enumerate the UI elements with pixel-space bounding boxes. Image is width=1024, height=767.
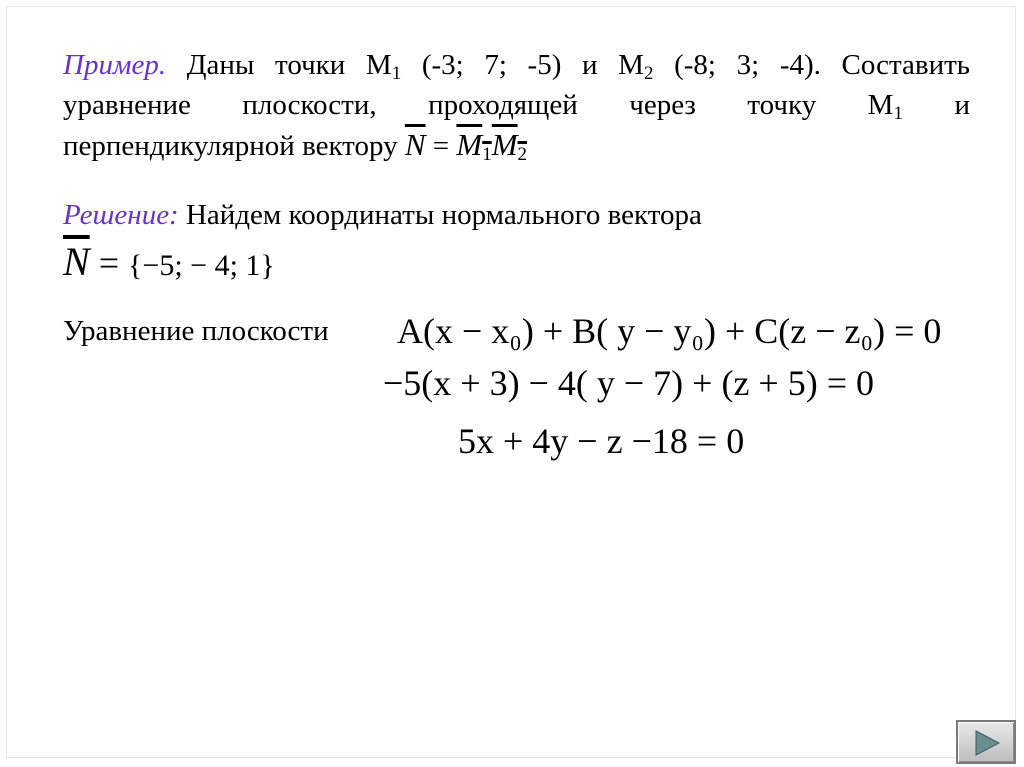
solution-label: Решение: bbox=[63, 199, 179, 231]
problem-line-1 bbox=[63, 46, 970, 84]
result-equation: 5x + 4y − z −18 = 0 bbox=[458, 421, 745, 461]
vector-m2-subscript: 2 bbox=[517, 144, 528, 165]
next-slide-button[interactable] bbox=[956, 720, 1016, 764]
m1-subscript: 1 bbox=[391, 63, 402, 84]
normal-vector-n: $\overline{N}$ bbox=[63, 239, 90, 284]
normal-vector-value: {−5; − 4; 1} bbox=[128, 249, 275, 282]
plane-label: Уравнение плоскости bbox=[63, 315, 329, 347]
problem-line-3-text: перпендикулярной вектору bbox=[63, 130, 405, 162]
problem-line-2-text: уравнение плоскости, проходящей через точку М bbox=[63, 89, 894, 121]
normal-vector-equation bbox=[63, 238, 275, 285]
solution-line bbox=[63, 196, 970, 234]
vector-n: $\overline{N}$ bbox=[404, 127, 426, 162]
m2-coords: (-8; 3; -4). Составить bbox=[653, 49, 970, 81]
vector-m2-letter: M bbox=[491, 127, 518, 162]
problem-line-2 bbox=[63, 86, 970, 124]
normal-vector-equals: = bbox=[89, 243, 128, 283]
line2-subscript: 1 bbox=[893, 103, 903, 124]
problem-line-2-end: и bbox=[902, 89, 970, 121]
equals-sign: = bbox=[425, 130, 457, 162]
problem-line-3 bbox=[63, 126, 970, 165]
vector-m1-subscript: 1 bbox=[482, 144, 492, 165]
vector-m1-letter: M bbox=[456, 127, 483, 162]
solution-text: Найдем координаты нормального вектора bbox=[178, 199, 702, 231]
m1-coords: (-3; 7; -5) и М bbox=[401, 49, 644, 81]
vector-m1m2 bbox=[456, 127, 528, 165]
substituted-formula: −5(x + 3) − 4( y − 7) + (z + 5) = 0 bbox=[383, 363, 875, 403]
m2-subscript: 2 bbox=[643, 63, 654, 84]
problem-label: Пример. bbox=[63, 49, 167, 81]
general-plane-formula: A(x − x₀) + B( y − y₀) + C(z − z₀) = 0 bbox=[397, 311, 942, 351]
play-triangle-icon bbox=[974, 730, 1000, 756]
problem-text-start: Даны точки М bbox=[186, 49, 392, 81]
